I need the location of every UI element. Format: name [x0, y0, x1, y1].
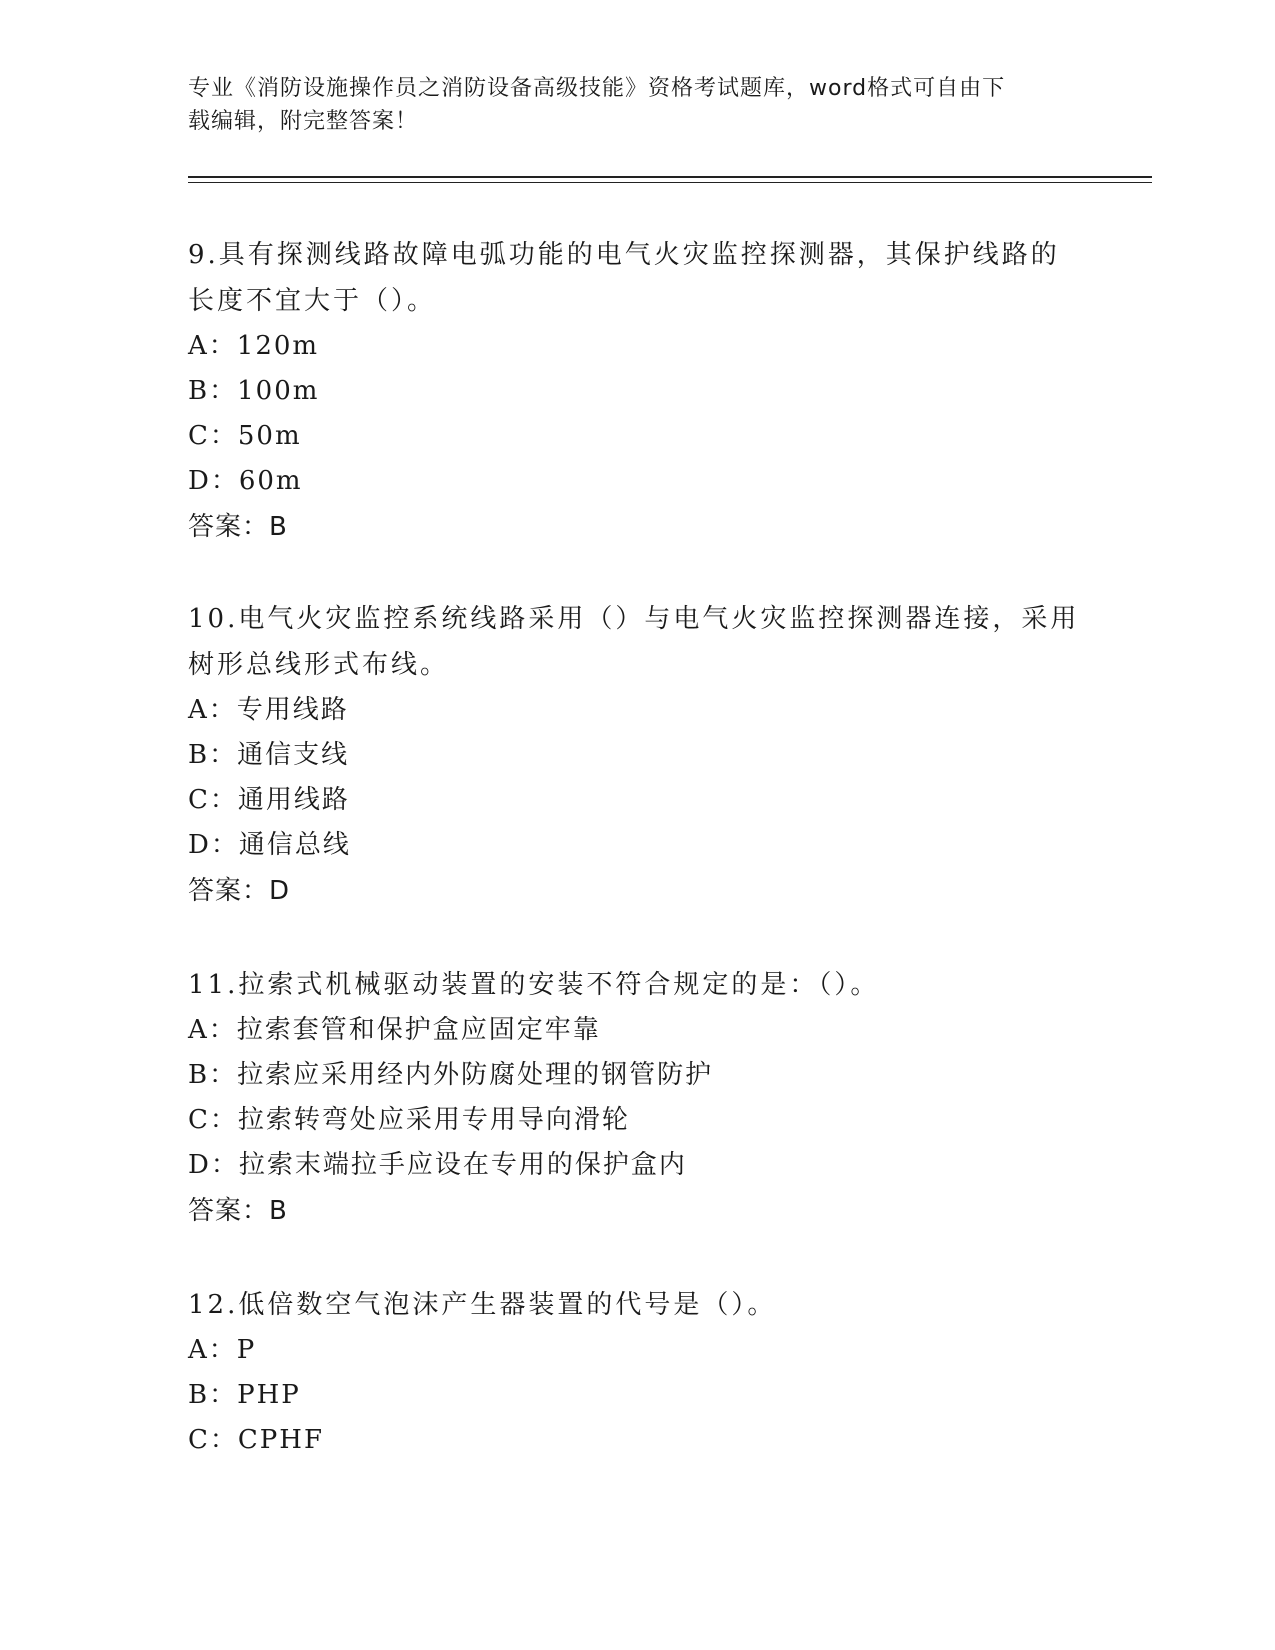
option-a: A：P: [188, 1335, 257, 1365]
option-c: C：拉索转弯处应采用专用导向滑轮: [188, 1105, 630, 1135]
question-text-line-1: 10.电气火灾监控系统线路采用（）与电气火灾监控探测器连接，采用: [188, 604, 1080, 634]
option-b: B：100m: [188, 376, 320, 406]
question-12: [188, 1282, 1088, 1463]
option-c: C：CPHF: [188, 1425, 324, 1455]
option-c: C：50m: [188, 421, 302, 451]
header-divider-bottom: [188, 182, 1152, 183]
option-a: A：拉索套管和保护盒应固定牢靠: [188, 1015, 601, 1045]
question-text-line-2: 树形总线形式布线。: [188, 650, 450, 680]
question-text-line-1: 9.具有探测线路故障电弧功能的电气火灾监控探测器，其保护线路的: [188, 240, 1060, 270]
header-line-1: 专业《消防设施操作员之消防设备高级技能》资格考试题库，word格式可自由下: [188, 76, 1006, 101]
option-b: B：PHP: [188, 1380, 301, 1410]
option-d: D：通信总线: [188, 830, 351, 860]
answer: 答案：B: [188, 512, 288, 542]
question-text-line-2: 长度不宜大于（）。: [188, 286, 437, 316]
option-a: A：120m: [188, 331, 320, 361]
question-9: [188, 232, 1088, 550]
option-b: B：通信支线: [188, 740, 350, 770]
question-10: [188, 596, 1088, 914]
header-divider-top: [188, 176, 1152, 178]
answer: 答案：B: [188, 1196, 288, 1226]
option-a: A：专用线路: [188, 695, 349, 725]
document-header: [188, 72, 1068, 138]
question-text-line-1: 12.低倍数空气泡沫产生器装置的代号是（）。: [188, 1290, 777, 1320]
option-d: D：拉索末端拉手应设在专用的保护盒内: [188, 1150, 687, 1180]
question-text-line-1: 11.拉索式机械驱动装置的安装不符合规定的是：（）。: [188, 970, 880, 1000]
question-11: [188, 962, 1088, 1234]
answer: 答案：D: [188, 876, 291, 906]
option-d: D：60m: [188, 466, 303, 496]
option-b: B：拉索应采用经内外防腐处理的钢管防护: [188, 1060, 714, 1090]
option-c: C：通用线路: [188, 785, 350, 815]
header-line-2: 载编辑，附完整答案！: [188, 109, 419, 134]
